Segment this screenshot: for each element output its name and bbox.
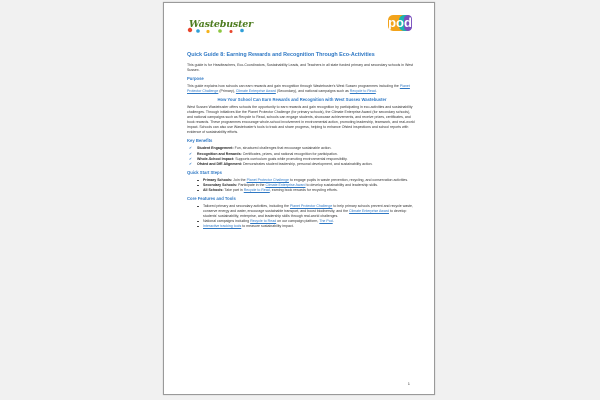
benefit-text: Demonstrates student leadership, personal development, and sustainability action. [242,161,373,166]
benefit-label: Recognition and Rewards: [197,151,242,156]
benefit-text: Certificates, prizes, and national recognition for participation. [241,151,338,156]
planet-protector-link[interactable]: Planet Protector Challenge [289,203,333,208]
quickstart-text: to develop sustainability and leadership skills. [305,182,379,187]
page-number: 1 [407,381,410,386]
the-pod-link[interactable]: The Pod [319,218,333,223]
planet-protector-link[interactable]: Planet Protector Challenge [187,84,410,94]
climate-enterprise-link[interactable]: Climate Enterprise Award [265,182,306,187]
feature-text: on our campaign platform, [276,218,320,223]
feature-text: National campaigns including [203,218,251,223]
quickstart-list [187,178,417,193]
benefit-text: Supports curriculum goals while promoting environmental responsibility. [234,156,348,161]
features-heading: Core Features and Tools [187,195,236,201]
quickstart-heading: Quick Start Steps [187,169,222,175]
quickstart-text: to engage pupils in waste prevention, recycling, and conservation activities. [289,177,409,182]
quickstart-text: Participate in the [237,182,266,187]
benefits-heading: Key Benefits [187,138,213,144]
benefits-list [187,146,417,166]
feature-item [193,204,417,219]
quickstart-label: Primary Schools: [203,177,233,182]
climate-enterprise-link[interactable]: Climate Enterprise Award [235,89,276,94]
purpose-text: . [375,89,377,94]
benefit-text: Fun, structured challenges that encourage sustainable action. [233,146,332,151]
feature-text: to help primary schools prevent and recycle waste, conserve energy and water, encourage sustainable transport, and boost biodiversity, and the [203,203,413,213]
pod-logo [388,13,412,35]
planet-protector-link[interactable]: Planet Protector Challenge [246,177,289,182]
intro-paragraph: This guide is for Headteachers, Eco-Coordinators, Sustainability Leads, and Teachers in all state funded primary and secondary schools in West Sussex. [187,63,414,73]
purpose-text: This guide explains how schools can earn rewards and gain recognition through Wastebuster's West Sussex programmes including the [187,84,400,89]
quickstart-label: All Schools: [203,187,224,192]
quickstart-label: Secondary Schools: [203,182,238,187]
recycle-to-read-link[interactable]: Recycle to Read [250,218,277,223]
document-page [163,2,435,395]
how-heading: How Your School Can Earn Rewards and Recognition with West Sussex Wastebuster [217,97,387,103]
purpose-text: (Primary), [218,89,236,94]
quickstart-text: Join the [232,177,247,182]
how-paragraph: West Sussex Wastebuster offers schools the opportunity to earn rewards and gain recognition by participating in eco-activities and sustainability challenges. Through initiatives like the Planet Protector Challenge (for primary schools), the Climate Enterprise Award (for secondary schools), and national campaigns such as Recycle to Read, schools can engage students, showcase achievements, and receive prizes, certificates, and book rewards. These programmes encourage whole-school involvement in environmental action, promoting leadership, teamwork, and real-world impact. Schools can also use Wastebuster's tools to track and share progress, helping to enhance Ofsted inspections and school reports with evidence of sustainability efforts. [187,105,415,135]
purpose-text: (Secondary), and national campaigns such as [275,89,350,94]
benefit-item [187,162,417,167]
feature-text: to develop students' sustainability, enterprise, and leadership skills through real-world challenges. [203,208,407,218]
purpose-paragraph [187,84,417,94]
quickstart-text: , earning book rewards for recycling efforts. [269,187,338,192]
wastebuster-logo [184,17,254,35]
purpose-heading: Purpose [187,76,204,82]
feature-text: to measure sustainability impact. [241,223,294,228]
document-title: Quick Guide 8: Earning Rewards and Recognition Through Eco-Activities [187,52,375,58]
pod-logo-text: pod [388,15,412,30]
document-body [187,52,417,232]
feature-item [193,224,417,229]
climate-enterprise-link[interactable]: Climate Enterprise Award [349,208,389,213]
benefit-label: Whole-School Impact: [197,156,235,161]
recycle-to-read-link[interactable]: Recycle to Read [349,89,376,94]
tracking-tools-link[interactable]: Interactive tracking tools [203,223,242,228]
benefit-label: Ofsted and DfE Alignment: [197,161,242,166]
recycle-to-read-link[interactable]: Recycle to Read [243,187,270,192]
wastebuster-logo-text: Wastebuster [189,19,253,30]
benefit-label: Student Engagement: [197,146,234,151]
quickstart-item [193,188,417,193]
feature-text: Tailored primary and secondary activities, including the [203,203,290,208]
feature-text: . [332,218,334,223]
features-list [187,204,417,229]
quickstart-text: Take part in [223,187,244,192]
